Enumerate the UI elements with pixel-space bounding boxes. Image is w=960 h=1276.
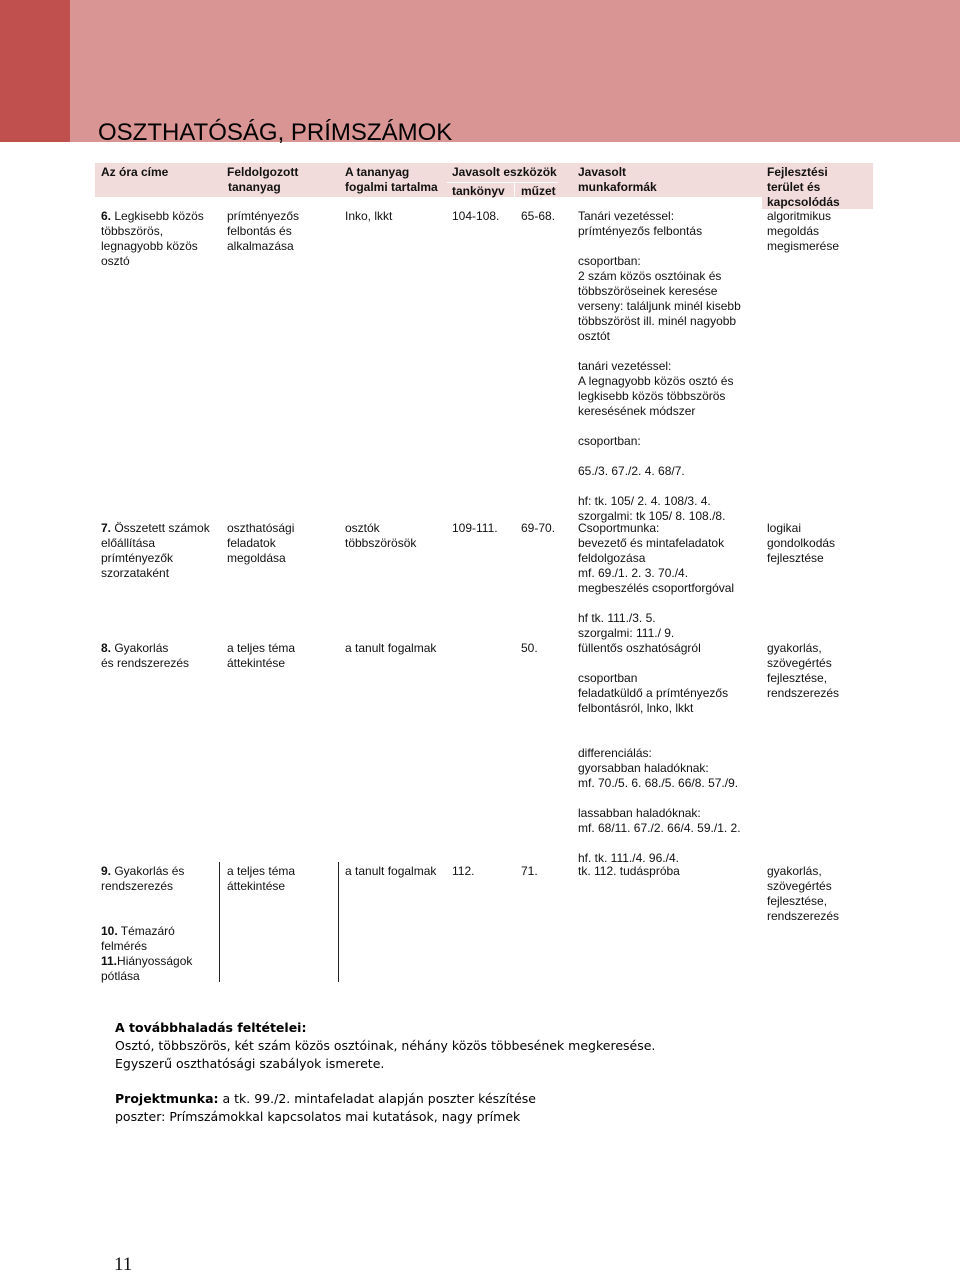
row1-work-forms: Tanári vezetéssel: prímtényezős felbontás csoportban: 2 szám közös osztóinak és többszöröseinek keresése verseny: találjunk minél kisebb többszöröst ill. minél nagyobb osztót tanári vezetéssel: A legnagyobb közös osztó és legkisebb közös többszörös keresésének módszer csoportban: 65./3. 67./2. 4. 68/7. hf: tk. 105/ 2. 4. 108/3. 4. szorgalmi: tk 105/ 8. 108./8.: [578, 209, 741, 523]
header-workbook: műzet: [521, 184, 556, 198]
header-work-forms: Javasolt munkaformák: [578, 165, 657, 194]
row1-topic: prímtényezős felbontás és alkalmazása: [227, 209, 300, 253]
header-lesson-title: Az óra címe: [101, 165, 169, 179]
row4-work-forms: tk. 112. tudáspróba: [578, 864, 680, 878]
row4-development: gyakorlás, szövegértés fejlesztése, rendszerezés: [767, 864, 840, 923]
row1-lesson-title: 6. Legkisebb közös többszörös, legnagyobb közös osztó: [101, 209, 204, 268]
column-divider: [338, 862, 339, 982]
row2-textbook: 109-111.: [452, 521, 498, 535]
row2-topic: oszthatósági feladatok megoldása: [227, 521, 295, 565]
row4-workbook: 71.: [521, 864, 538, 878]
header-banner-accent: [0, 0, 70, 142]
page-number: 11: [114, 1254, 133, 1275]
header-concepts: A tananyag fogalmi tartalma: [345, 165, 438, 194]
requirements-line-1: Osztó, többszörös, két szám közös osztóinak, néhány közös többesének megkeresése.: [115, 1038, 656, 1053]
row2-work-forms: Csoportmunka: bevezető és mintafeladatok feldolgozása mf. 69./1. 2. 3. 70./4. megbeszélés csoportforgóval hf tk. 111./3. 5. szorgalmi: 111./ 9.: [578, 521, 735, 640]
row4-lesson-title: 9. Gyakorlás és rendszerezés: [101, 864, 185, 893]
page-title: OSZTHATÓSÁG, PRÍMSZÁMOK: [98, 119, 453, 146]
row5-lesson-title: 10. Témazáró felmérés: [101, 924, 175, 953]
row3-workbook: 50.: [521, 641, 538, 655]
row4-concepts: a tanult fogalmak: [345, 864, 437, 878]
row1-concepts: Inko, lkkt: [345, 209, 393, 223]
row3-topic: a teljes téma áttekintése: [227, 641, 296, 670]
row4-textbook: 112.: [452, 864, 475, 878]
row3-development: gyakorlás, szövegértés fejlesztése, rendszerezés: [767, 641, 840, 700]
tools-subheader-divider: [514, 182, 515, 198]
row1-development: algoritmikus megoldás megismerése: [767, 209, 840, 253]
project-work-line: Projektmunka: a tk. 99./2. mintafeladat alapján poszter készítése: [115, 1091, 536, 1106]
row6-lesson-title: 11.Hiányosságok pótlása: [101, 954, 193, 983]
row2-development: logikai gondolkodás fejlesztése: [767, 521, 836, 565]
column-divider: [219, 862, 220, 982]
row3-lesson-title: 8. Gyakorlás és rendszerezés: [101, 641, 190, 670]
row2-workbook: 69-70.: [521, 521, 556, 535]
header-textbook: tankönyv: [452, 184, 505, 198]
row3-work-forms: füllentős oszhatóságról csoportban feladatküldő a prímtényezős felbontásról, lnko, lkkt differenciálás: gyorsabban haladóknak: mf. 70./5. 6. 68./5. 66/8. 57./9. lassabban haladóknak: mf. 68/11. 67./2. 66/4. 59./1. 2. hf. tk. 111./4. 96./4.: [578, 641, 741, 865]
requirements-heading: A továbbhaladás feltételei:: [115, 1020, 307, 1035]
progression-requirements: [115, 1019, 875, 1126]
header-development: Fejlesztési terület és kapcsolódás: [767, 165, 840, 209]
row2-lesson-title: 7. Összetett számok előállítása prímtényezők szorzataként: [101, 521, 210, 580]
row4-topic: a teljes téma áttekintése: [227, 864, 296, 893]
row3-concepts: a tanult fogalmak: [345, 641, 437, 655]
header-tools: Javasolt eszközök: [452, 165, 557, 179]
requirements-line-2: Egyszerű oszthatósági szabályok ismerete.: [115, 1056, 385, 1071]
poster-line: poszter: Prímszámokkal kapcsolatos mai kutatások, nagy prímek: [115, 1109, 521, 1124]
row2-concepts: osztók többszörösök: [345, 521, 417, 550]
row1-textbook: 104-108.: [452, 209, 500, 223]
row1-workbook: 65-68.: [521, 209, 556, 223]
header-topic: Feldolgozott tananyag: [227, 165, 299, 194]
